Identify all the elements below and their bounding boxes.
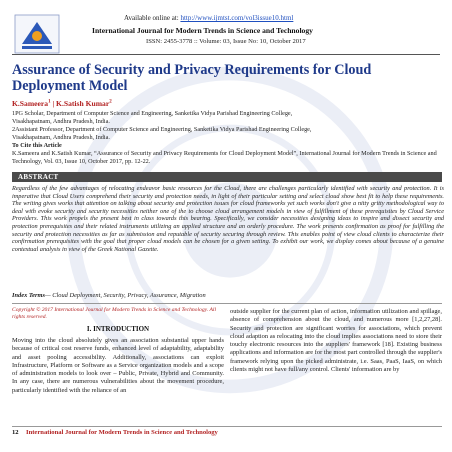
abstract-label: ABSTRACT xyxy=(18,173,59,181)
available-prefix: Available online at: xyxy=(124,14,181,22)
section-heading-introduction: I. INTRODUCTION xyxy=(86,325,150,333)
page-number: 12 xyxy=(12,429,19,436)
index-terms-text: — Cloud Deployment, Security, Privacy, Assurance, Migration xyxy=(44,292,206,299)
affiliation-line: 2Assistant Professor, Department of Computer Science and Engineering, Sanketika Vidya Parishad Engineering College, xyxy=(12,125,312,133)
index-terms xyxy=(12,292,206,299)
footer-journal-name: International Journal for Modern Trends in Science and Technology xyxy=(26,429,218,436)
abstract-header-bar xyxy=(12,172,442,182)
citation-heading: To Cite this Article xyxy=(12,142,62,149)
intro-paragraph-right: outside supplier for the current plan of action, information utilization and spillage, absence of comprehension about the cloud, and numerous more [1,2,27,28]. Security and protection are significant worries for associations, which prevent cloud adaption as relocating into the cloud implies associations need to store their touchy electronic resources into the suppliers' framework [18]. Existing business applications and information are for the most part controlled through the supplier's framework relying upon the picked administrate, i.e. Saas, PaaS, IaaS, on which clients might not have full/any control. Clients' information are by xyxy=(230,308,442,374)
journal-logo-icon xyxy=(14,14,60,54)
citation-block xyxy=(12,142,444,166)
header-divider xyxy=(12,54,440,55)
issn-line: ISSN: 2455-3778 :: Volume: 03, Issue No: 10, October 2017 xyxy=(146,38,306,45)
intro-paragraph-left: Moving into the cloud absolutely gives an association substantial upper hands because of critical cost reserve funds, enhanced level of adaptability, adaptability and asset pooling accessibility. Additionally, associations can exploit Infrastructure, Platform or Software as a Service organization models and a scope of administration models to look over – Public, Private, Hybrid and Community. In any case, there are numerous vulnerabilities about the movement procedure, particularly identified with the reliance of an xyxy=(12,337,224,394)
journal-header xyxy=(12,12,440,56)
journal-name: International Journal for Modern Trends in Science and Technology xyxy=(92,26,313,35)
author-affil-marker: 1 xyxy=(48,99,51,105)
section-divider xyxy=(12,303,442,304)
left-column xyxy=(12,325,224,395)
right-column xyxy=(230,308,442,374)
affiliation-line: 1PG Scholar, Department of Computer Science and Engineering, Sanketika Vidya Parishad Engineering College, xyxy=(12,110,293,117)
author-affil-marker: 2 xyxy=(109,99,112,105)
affiliation-line: Visakhapatnam, Andhra Pradesh, India. xyxy=(12,133,110,141)
author-name: K.Satish Kumar xyxy=(56,99,110,108)
paper-title: Assurance of Security and Privacy Requirements for Cloud Deployment Model xyxy=(12,62,372,94)
author-name: K.Sameera xyxy=(12,99,49,108)
copyright-notice: Copyright © 2017 International Journal for Modern Trends in Science and Technology. All rights reserved. xyxy=(12,307,217,320)
citation-text: K.Sameera and K.Satish Kumar, “Assurance of Security and Privacy Requirements for Cloud Deployment Model”, International Journal for Modern Trends in Science and Technology, Vol. 03, Issue 10, October 2017, pp. 12-22. xyxy=(12,149,437,165)
available-online-line xyxy=(124,14,293,22)
index-terms-label: Index Terms xyxy=(12,292,45,299)
page-footer xyxy=(12,426,442,438)
abstract-text: Regardless of the few advantages of relocating endeavor basic resources for the Cloud, there are challenges particularly identified with security and protection. It is imperative that Cloud Users comprehend their security and protection needs, in light of their particular setting and select cloud show best fit to help these requirements. The writing gives works that attention on talking about security and protection issues for cloud frameworks yet such works don't give a nitty gritty methodological way to deal with evoke security and security necessities neither one of the to choose cloud arrangement models in view of fulfillment of these prerequisites by Cloud Service Providers. This work propels the present best in class towards this bearing. Specifically, we consider necessities designing ideas to inspire and dissect security and protection prerequisites and their related instruments utilizing an applied structure and an orderly procedure. The work presents confirmation as proof for fulfilling the security and protection necessities as far as submission and reputable of security securing through review. This enables point of view cloud clients to characterize their confirmation prerequisites with the goal that proper cloud models can be chosen for a given setting. To exhibit our work, we display comes about because of a genuine contextual analysis in view of the Greek National Gazette. xyxy=(12,185,444,253)
journal-url-link[interactable]: http://www.ijmtst.com/vol3issue10.html xyxy=(180,14,294,22)
affiliation-line: Visakhapatnam, Andhra Pradesh, India. xyxy=(12,117,110,125)
affiliations xyxy=(12,110,442,142)
author-line xyxy=(12,99,112,108)
author-separator: | xyxy=(50,99,57,108)
